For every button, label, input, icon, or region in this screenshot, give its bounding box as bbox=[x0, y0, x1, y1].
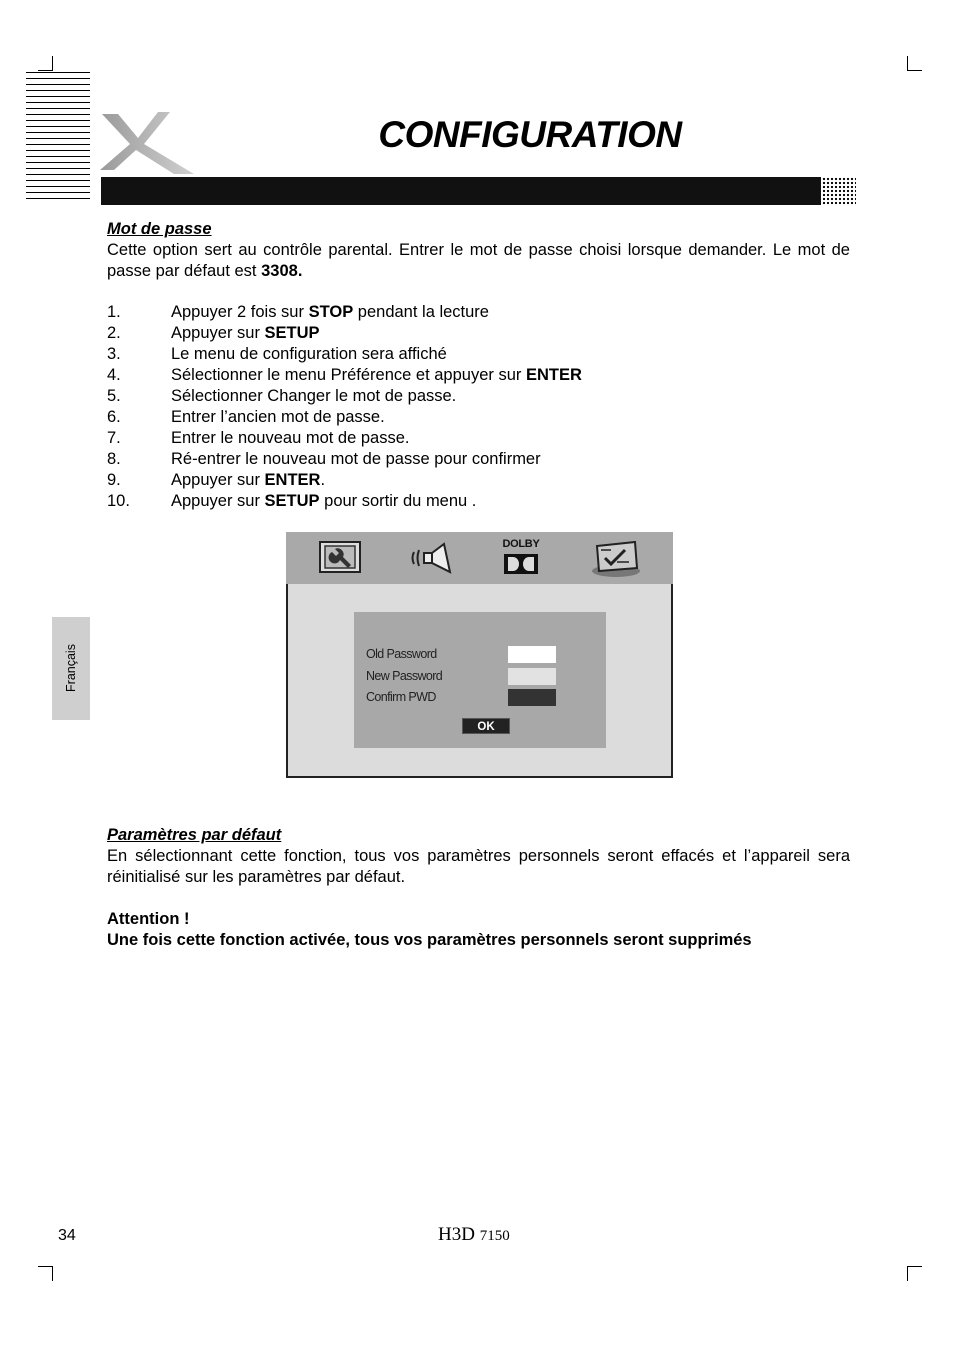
header-bar-dots bbox=[818, 177, 856, 205]
list-item: 7. Entrer le nouveau mot de passe. bbox=[107, 429, 410, 447]
preference-icon bbox=[591, 538, 641, 578]
general-setup-icon bbox=[316, 538, 366, 578]
steps-list bbox=[107, 302, 850, 512]
old-password-label: Old Password bbox=[366, 647, 437, 661]
steps-list-container bbox=[107, 302, 850, 512]
section-password bbox=[107, 219, 850, 282]
page-number: 34 bbox=[58, 1227, 76, 1244]
section-intro: Cette option sert au contrôle parental. Entrer le mot de passe choisi lorsque demander. Le mot de passe par défaut est 3308. bbox=[107, 241, 850, 280]
crop-mark-bottom-right bbox=[907, 1266, 922, 1281]
page-title: CONFIGURATION bbox=[378, 114, 682, 155]
old-password-field[interactable] bbox=[508, 646, 556, 663]
osd-icon-bar bbox=[286, 532, 673, 584]
section-heading: Mot de passe bbox=[107, 220, 212, 238]
list-item: 10. Appuyer sur SETUP pour sortir du menu . bbox=[107, 492, 477, 510]
language-label: Français bbox=[64, 644, 78, 692]
section-defaults bbox=[107, 825, 850, 951]
attention-title: Attention ! bbox=[107, 910, 190, 928]
language-tab bbox=[52, 617, 90, 720]
section-body: En sélectionnant cette fonction, tous vos paramètres personnels seront effacés et l’appareil sera réinitialisé sur les paramètres par défaut. bbox=[107, 847, 850, 886]
audio-setup-icon bbox=[406, 538, 456, 578]
header-bar bbox=[101, 177, 821, 205]
confirm-password-field[interactable] bbox=[508, 689, 556, 706]
attention-body: Une fois cette fonction activée, tous vos paramètres personnels seront supprimés bbox=[107, 931, 752, 949]
dolby-icon: DOLBY bbox=[496, 538, 546, 578]
list-item: 2. Appuyer sur SETUP bbox=[107, 324, 320, 342]
header-stripes bbox=[26, 72, 90, 200]
x-logo-icon bbox=[96, 108, 196, 176]
password-dialog bbox=[354, 612, 606, 748]
list-item: 9. Appuyer sur ENTER. bbox=[107, 471, 326, 489]
list-item: 8. Ré-entrer le nouveau mot de passe pour confirmer bbox=[107, 450, 541, 468]
confirm-password-label: Confirm PWD bbox=[366, 690, 436, 704]
new-password-field[interactable] bbox=[508, 668, 556, 685]
list-item: 6. Entrer l’ancien mot de passe. bbox=[107, 408, 385, 426]
list-item: 1. Appuyer 2 fois sur STOP pendant la lecture bbox=[107, 303, 489, 321]
section-heading: Paramètres par défaut bbox=[107, 826, 282, 844]
list-item: 4. Sélectionner le menu Préférence et appuyer sur ENTER bbox=[107, 366, 582, 384]
crop-mark-top-left bbox=[38, 56, 53, 71]
new-password-label: New Password bbox=[366, 669, 443, 683]
crop-mark-top-right bbox=[907, 56, 922, 71]
list-item: 3. Le menu de configuration sera affiché bbox=[107, 345, 447, 363]
model-name: H3D 7150 bbox=[438, 1224, 510, 1245]
osd-screenshot bbox=[286, 532, 673, 778]
osd-body bbox=[286, 584, 673, 778]
ok-button[interactable]: OK bbox=[462, 718, 510, 734]
crop-mark-bottom-left bbox=[38, 1266, 53, 1281]
list-item: 5. Sélectionner Changer le mot de passe. bbox=[107, 387, 457, 405]
